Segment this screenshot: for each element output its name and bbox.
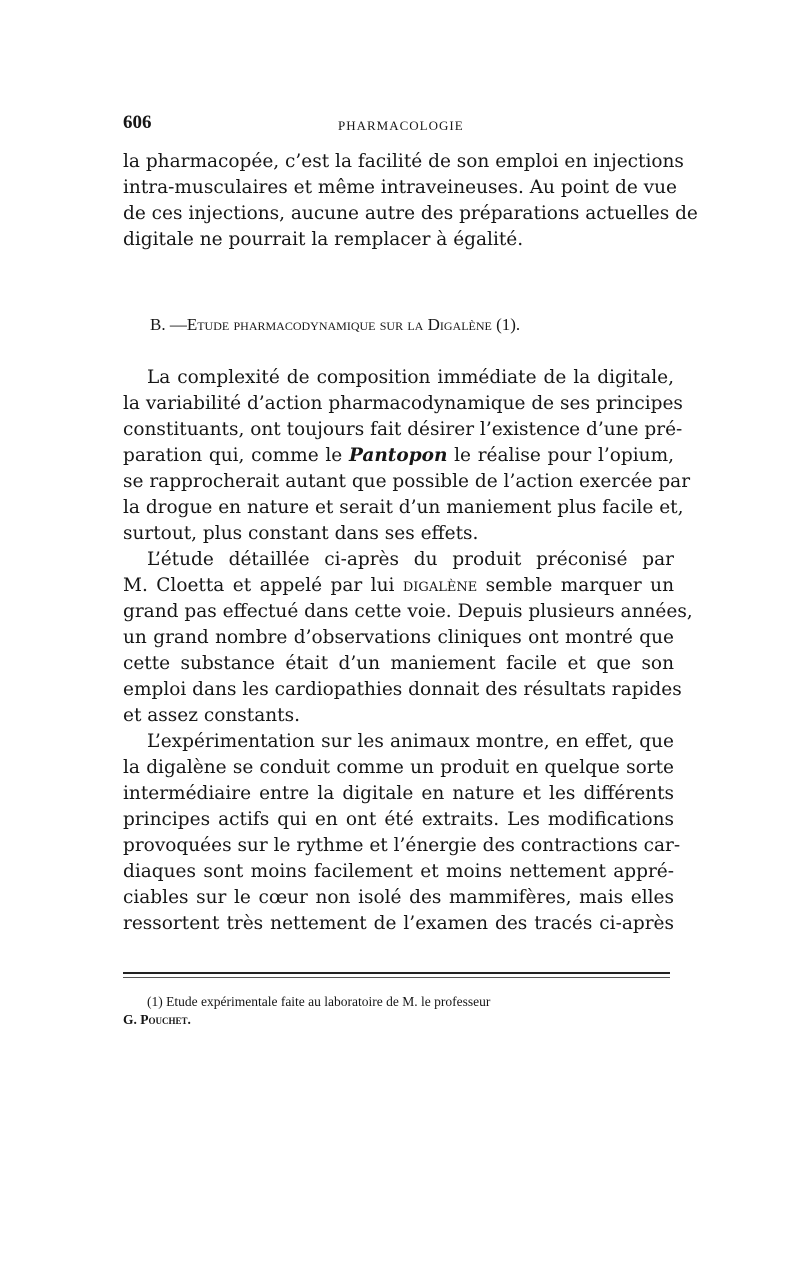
text-line: intermédiaire entre la digitale en nature et les différents (123, 783, 674, 804)
section-word-etude: Etude (186, 315, 230, 334)
text-line: ressortent très nettement de l’examen des tracés ci-après (123, 913, 674, 934)
section-label: B. (150, 315, 166, 334)
footnote-text: Etude expérimentale faite au laboratoire de M. le professeur (166, 994, 491, 1009)
text-line: L’expérimentation sur les animaux montre, en effet, que (147, 731, 674, 752)
section-word-pharmacodynamique: pharmacodynamique (233, 315, 376, 334)
text-line: La complexité de composition immédiate de la digitale, (147, 367, 674, 388)
section-word-digalene: Digalène (427, 315, 492, 334)
section-word-sur-la: sur la (379, 315, 424, 334)
text-line: de ces injections, aucune autre des préparations actuelles de (123, 203, 698, 224)
text-line: grand pas effectué dans cette voie. Depuis plusieurs années, (123, 601, 693, 622)
running-head: PHARMACOLOGIE (338, 118, 464, 133)
section-heading (150, 314, 650, 336)
text-line: principes actifs qui en ont été extraits. Les modifications (123, 809, 674, 830)
text-line: la variabilité d’action pharmacodynamique de ses principes (123, 393, 683, 414)
footnote-line-1 (147, 993, 490, 1011)
text-run: semble marquer un (477, 575, 674, 596)
text-line: la digalène se conduit comme un produit en quelque sorte (123, 757, 674, 778)
text-run: le réalise pour l’opium, (447, 445, 674, 466)
text-line (123, 444, 674, 468)
text-line: un grand nombre d’observations cliniques ont montré que (123, 627, 674, 648)
text-run: paration qui, comme le (123, 445, 349, 466)
text-line: L’étude détaillée ci-après du produit préconisé par (147, 549, 674, 570)
text-line (123, 574, 674, 598)
text-line: cette substance était d’un maniement facile et que son (123, 653, 674, 674)
text-line: et assez constants. (123, 705, 300, 726)
footnote-line-2: G. Pouchet. (123, 1012, 191, 1027)
text-line: surtout, plus constant dans ses effets. (123, 523, 479, 544)
text-line: la pharmacopée, c’est la facilité de son emploi en injections (123, 151, 684, 172)
text-line: provoquées sur le rythme et l’énergie des contractions car- (123, 835, 681, 856)
footnote-rule (123, 972, 670, 974)
digalene-small-caps: digalène (402, 575, 478, 596)
text-line: intra-musculaires et même intraveineuses. Au point de vue (123, 177, 677, 198)
text-line: ciables sur le cœur non isolé des mammifères, mais elles (123, 887, 674, 908)
text-line: la drogue en nature et serait d’un maniement plus facile et, (123, 497, 684, 518)
text-line: se rapprocherait autant que possible de l’action exercée par (123, 471, 691, 492)
page-number: 606 (123, 112, 152, 133)
section-dash: — (169, 315, 187, 334)
footnote-marker: (1) (147, 994, 163, 1009)
text-line: digitale ne pourrait la remplacer à égalité. (123, 229, 524, 250)
footnote-rule-thin (123, 977, 670, 978)
pantopon-italic: Pantopon (348, 445, 448, 466)
text-line: constituants, ont toujours fait désirer l’existence d’une pré- (123, 419, 683, 440)
text-run: M. Cloetta et appelé par lui (123, 575, 403, 596)
section-note-ref: (1). (496, 315, 521, 334)
text-line: emploi dans les cardiopathies donnait des résultats rapides (123, 679, 682, 700)
text-line: diaques sont moins facilement et moins nettement appré- (123, 861, 674, 882)
